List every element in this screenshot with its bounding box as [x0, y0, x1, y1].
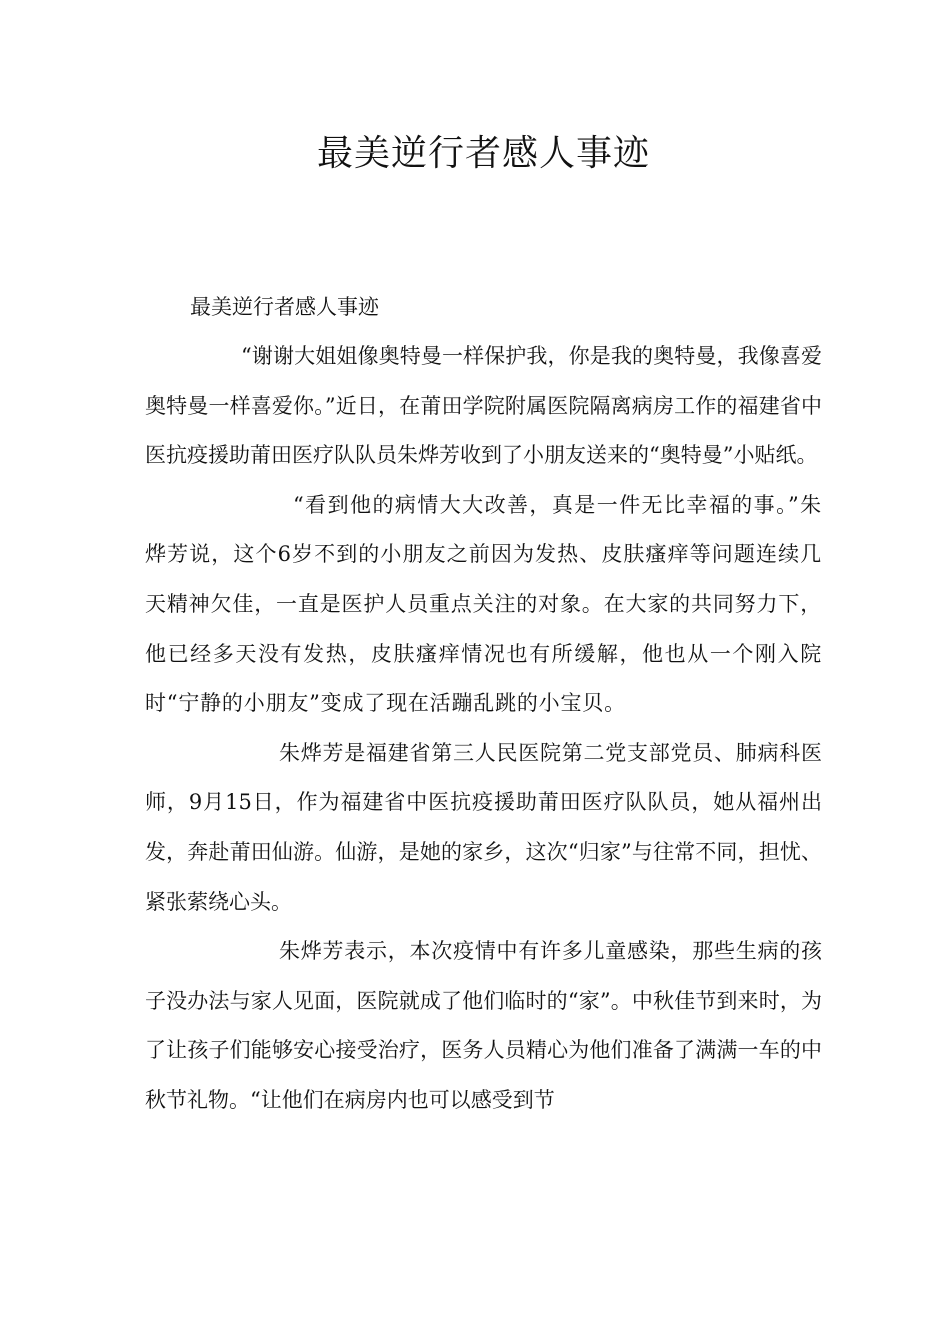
- document-subheading: 最美逆行者感人事迹: [190, 295, 379, 319]
- document-title: 最美逆行者感人事迹: [316, 133, 650, 174]
- paragraph-2: “看到他的病情大大改善，真是一件无比幸福的事。”朱烨芳说，这个6岁不到的小朋友之前因为发热、皮肤瘙痒等问题连续几天精神欠佳，一直是医护人员重点关注的对象。在大家的共同努力下，他已经多天没有发热，皮肤瘙痒情况也有所缓解，他也从一个刚入院时“宁静的小朋友”变成了现在活蹦乱跳的小宝贝。: [145, 492, 822, 716]
- paragraph-3: 朱烨芳是福建省第三人民医院第二党支部党员、肺病科医师，9月15日，作为福建省中医抗疫援助莆田医疗队队员，她从福州出发，奔赴莆田仙游。仙游，是她的家乡，这次“归家”与往常不同，担忧、紧张萦绕心头。: [145, 740, 822, 914]
- paragraph-1: “谢谢大姐姐像奥特曼一样保护我，你是我的奥特曼，我像喜爱奥特曼一样喜爱你。”近日，在莆田学院附属医院隔离病房工作的福建省中医抗疫援助莆田医疗队队员朱烨芳收到了小朋友送来的“奥特曼”小贴纸。: [145, 344, 822, 468]
- paragraph-4: 朱烨芳表示，本次疫情中有许多儿童感染，那些生病的孩子没办法与家人见面，医院就成了他们临时的“家”。中秋佳节到来时，为了让孩子们能够安心接受治疗，医务人员精心为他们准备了满满一车的中秋节礼物。“让他们在病房内也可以感受到节: [145, 939, 822, 1112]
